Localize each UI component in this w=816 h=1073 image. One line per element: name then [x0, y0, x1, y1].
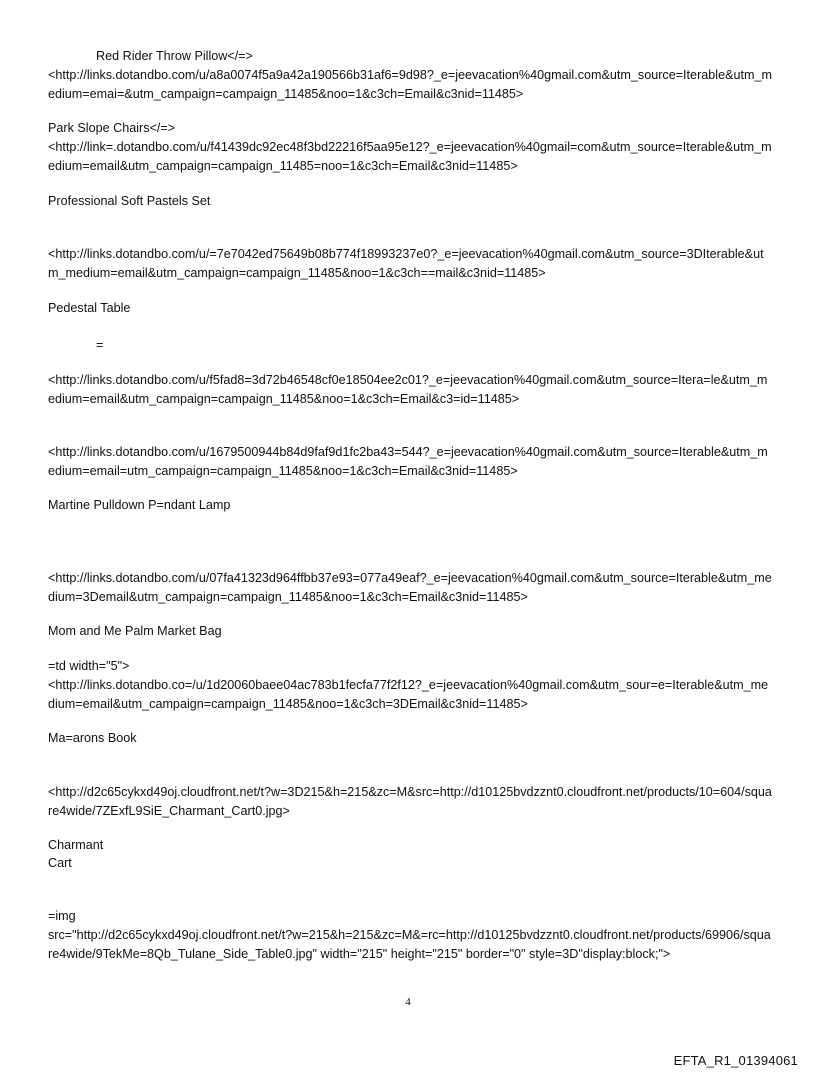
- image-link: <http://d2c65cykxd49oj.cloudfront.net/t?w=3D215&h=215&zc=M&src=http://d10125bvdzznt0.cloudfront.net/products/10=604/square4wide/7ZExfL9SiE_Charmant_Cart0.jpg>: [48, 785, 772, 818]
- product-link: <http://links.dotandbo.com/u/f5fad8=3d72b46548cf0e18504ee2c01?_e=jeevacation%40gmail.com&utm_source=Itera=le&utm_medium=email&utm_campaign=campaign_11485&noo=1&c3ch=Email&c3=id=11485>: [48, 373, 768, 406]
- product-name: Cart: [48, 856, 72, 870]
- product-link: <http://links.dotandbo.com/u/07fa41323d964ffbb37e93=077a49eaf?_e=jeevacation%40gmail.com&utm_source=Iterable&utm_medium=3Demail&utm_campaign=campaign_11485&noo=1&c3ch=Email&c3nid=11485>: [48, 571, 772, 604]
- product-name: Pedestal Table: [48, 301, 131, 315]
- image-tag: src="http://d2c65cykxd49oj.cloudfront.net/t?w=215&h=215&zc=M&=rc=http://d10125bvdzznt0.cloudfront.net/products/69906/square4wide/9TekMe=8Qb_Tulane_Side_Table0.jpg" width="215" height="215" border="0" style=3D"display:block;">: [48, 928, 771, 961]
- bates-number: EFTA_R1_01394061: [673, 1053, 798, 1068]
- html-fragment: =td width="5">: [48, 659, 130, 673]
- product-link: <http://links.dotandbo.com/u/a8a0074f5a9a42a190566b31af6=9d98?_e=jeevacation%40gmail.com&utm_source=Iterable&utm_medium=emai=&utm_campaign=campaign_11485&noo=1&c3ch=Email&c3nid=11485>: [48, 68, 772, 101]
- product-name: Martine Pulldown P=ndant Lamp: [48, 498, 231, 512]
- product-name: Professional Soft Pastels Set: [48, 194, 211, 208]
- product-name: Park Slope Chairs</=>: [48, 121, 176, 135]
- product-name: Ma=arons Book: [48, 731, 137, 745]
- product-name: Mom and Me Palm Market Bag: [48, 624, 222, 638]
- separator-text: =: [96, 338, 104, 352]
- product-link: <http://links.dotandbo.com/u/1679500944b84d9faf9d1fc2ba43=544?_e=jeevacation%40gmail.com&utm_source=Iterable&utm_medium=email=utm_campaign=campaign_11485&noo=1&c3ch=Email&c3nid=11485>: [48, 445, 768, 478]
- product-name: Red Rider Throw Pillow</=>: [96, 49, 253, 63]
- product-link: <http://link=.dotandbo.com/u/f41439dc92ec48f3bd22216f5aa95e12?_e=jeevacation%40gmail=com&utm_source=Iterable&utm_medium=email&utm_campaign=campaign_11485=noo=1&c3ch=Email&c3nid=11485>: [48, 140, 772, 173]
- page-number: 4: [405, 996, 411, 1008]
- html-fragment: =img: [48, 909, 76, 923]
- product-name: Charmant: [48, 838, 104, 852]
- product-link: <http://links.dotandbo.co=/u/1d20060baee04ac783b1fecfa77f2f12?_e=jeevacation%40gmail.com&utm_sour=e=Iterable&utm_medium=email&utm_campaign=campaign_11485&noo=1&c3ch=3DEmail&c3nid=11485>: [48, 678, 769, 711]
- product-link: <http://links.dotandbo.com/u/=7e7042ed75649b08b774f18993237e0?_e=jeevacation%40gmail.com&utm_source=3DIterable&utm_medium=email&utm_campaign=campaign_11485&noo=1&c3ch==mail&c3nid=11485>: [48, 247, 764, 280]
